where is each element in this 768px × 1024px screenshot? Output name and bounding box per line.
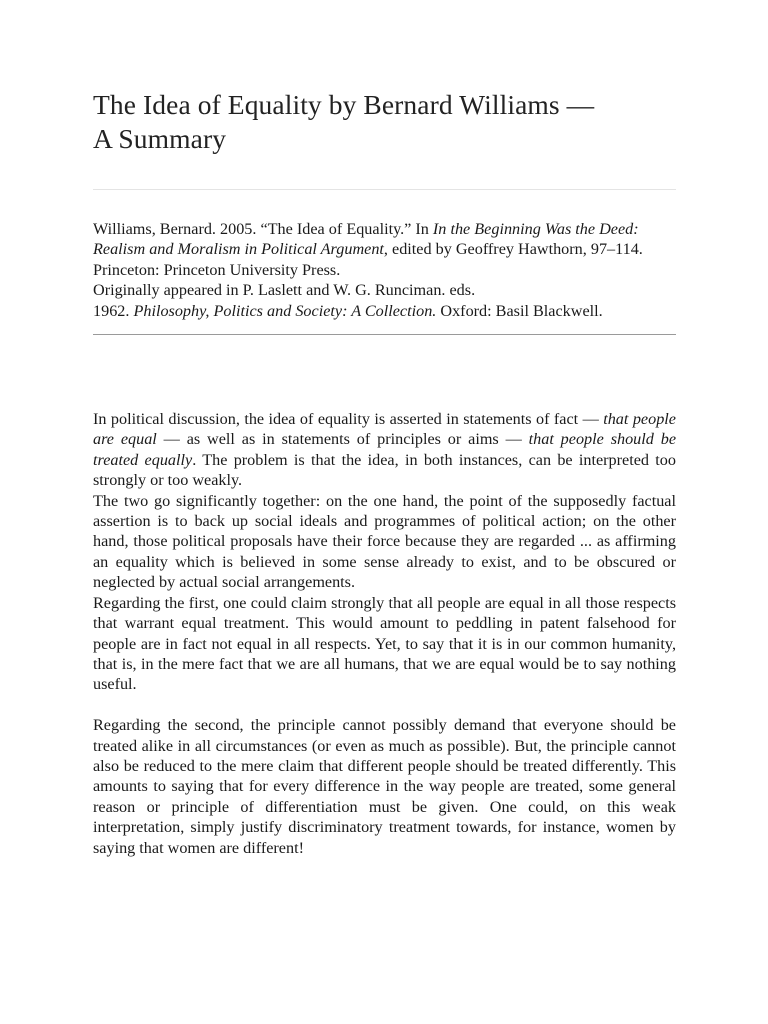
citation-publisher: Oxford: Basil Blackwell. — [436, 301, 603, 320]
summary-body — [93, 409, 676, 858]
paragraph-1-text-e: . The problem is that the idea, in both instances, can be interpreted too strongly or too weakly. — [93, 450, 676, 490]
citation-collection-title: Philosophy, Politics and Society: A Collection. — [133, 301, 437, 320]
citation-book-title: In the Beginning Was the Deed: Realism and Moralism in Political Argument — [93, 220, 639, 259]
paragraph-1-text-a: In political discussion, the idea of equality is asserted in statements of fact — — [93, 410, 604, 429]
title-divider — [93, 189, 676, 190]
page-title — [93, 88, 676, 156]
citation-text — [93, 220, 643, 279]
paragraph-1-emphasis-fact: that people are equal — [93, 410, 676, 449]
citation-author-year: Williams, Bernard. 2005. “The Idea of Equality.” In — [93, 220, 433, 238]
citation-block — [93, 219, 676, 321]
title-line-2: A Summary — [93, 123, 227, 154]
paragraph-4: Regarding the second, the principle cannot possibly demand that everyone should be treated alike in all circumstances (or even as much as possible). But, the principle cannot also be reduced to the mere claim that different people should be treated differently. This amounts to saying that for every difference in the way people are treated, some general reason or principle of differentiation must be given. One could, on this weak interpretation, simply justify discriminatory treatment towards, for instance, women by saying that women are different! — [93, 716, 676, 857]
paragraph-2: The two go significantly together: on the one hand, the point of the supposedly factual assertion is to back up social ideals and programmes of political action; on the other hand, those political proposals have their force because they are regarded ... as affirming an equality which is believed in some sense already to exist, and to be obscured or neglected by actual social arrangements. — [93, 491, 676, 592]
citation-publication: , edited by Geoffrey Hawthorn, 97–114. Princeton: Princeton University Press. — [93, 240, 643, 279]
citation-original: Originally appeared in P. Laslett and W. G. Runciman. eds. — [93, 281, 476, 300]
citation-original-source — [93, 301, 676, 321]
citation-divider — [93, 334, 676, 335]
title-line-1: The Idea of Equality by Bernard Williams — — [93, 89, 595, 120]
paragraph-3: Regarding the first, one could claim strongly that all people are equal in all those respects that warrant equal treatment. This would amount to peddling in patent falsehood for people are in fact not equal in all respects. Yet, to say that it is in our common humanity, that is, in the mere fact that we are all humans, that we are equal would be to say nothing useful. — [93, 593, 676, 694]
paragraph-1-text-c: — as well as in statements of principles or aims — — [156, 430, 529, 449]
document-page — [93, 88, 676, 858]
citation-original-year: 1962. — [93, 301, 134, 320]
paragraph-1-emphasis-principle: that people should be treated equally — [93, 430, 676, 469]
paragraph-1 — [93, 409, 676, 491]
